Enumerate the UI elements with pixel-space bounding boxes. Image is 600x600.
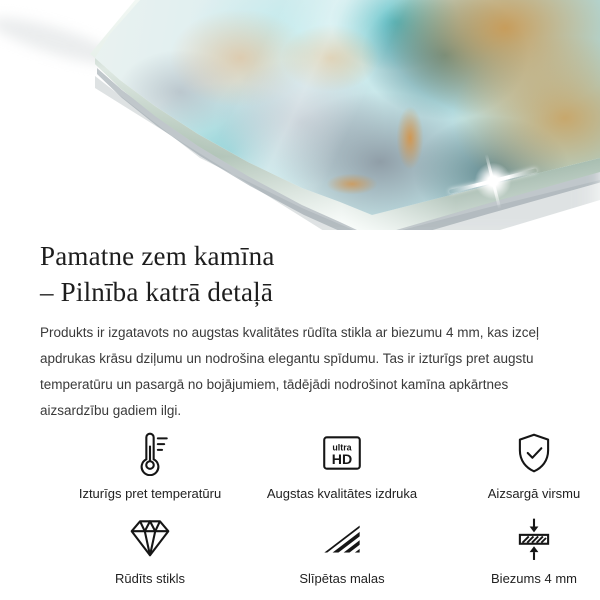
feature-label: Augstas kvalitātes izdruka bbox=[266, 486, 418, 501]
beveled-edges-icon bbox=[319, 515, 365, 561]
ultra-hd-icon bbox=[319, 430, 365, 476]
feature-label: Slīpētas malas bbox=[299, 571, 385, 586]
svg-text:HD: HD bbox=[331, 450, 353, 467]
feature-label: Biezums 4 mm bbox=[491, 571, 577, 586]
thermometer-icon bbox=[127, 430, 173, 476]
diamond-icon bbox=[127, 515, 173, 561]
svg-text:ultra: ultra bbox=[332, 442, 352, 453]
page-title-line1: Pamatne zem kamīna bbox=[40, 241, 275, 271]
feature-temperature bbox=[54, 430, 246, 502]
feature-print-quality bbox=[246, 430, 438, 502]
product-photo bbox=[0, 0, 600, 230]
feature-beveled-edges bbox=[246, 515, 438, 587]
feature-label: Rūdīts stikls bbox=[114, 571, 186, 586]
page-title-line2: – Pilnība katrā detaļā bbox=[40, 277, 274, 307]
feature-grid bbox=[54, 430, 581, 587]
product-description: Produkts ir izgatavots no augstas kvalitātes rūdīta stikla ar biezumu 4 mm, kas izceļ apdrukas krāsu dziļumu un nodrošina elegantu spīdumu. Tas ir izturīgs pret augstu temperatūru un pasargā no bojājumiem, tādējādi nodrošinot kamīna apkārtnes aizsardzību gadiem ilgi. bbox=[40, 325, 539, 418]
thickness-icon bbox=[511, 515, 557, 561]
product-description-section bbox=[0, 230, 600, 587]
shield-check-icon bbox=[511, 430, 557, 476]
feature-surface-protection bbox=[438, 430, 600, 502]
page-title bbox=[40, 238, 560, 310]
feature-label: Aizsargā virsmu bbox=[487, 486, 581, 501]
feature-label: Izturīgs pret temperatūru bbox=[78, 486, 222, 501]
feature-thickness bbox=[438, 515, 600, 587]
feature-tempered-glass bbox=[54, 515, 246, 587]
